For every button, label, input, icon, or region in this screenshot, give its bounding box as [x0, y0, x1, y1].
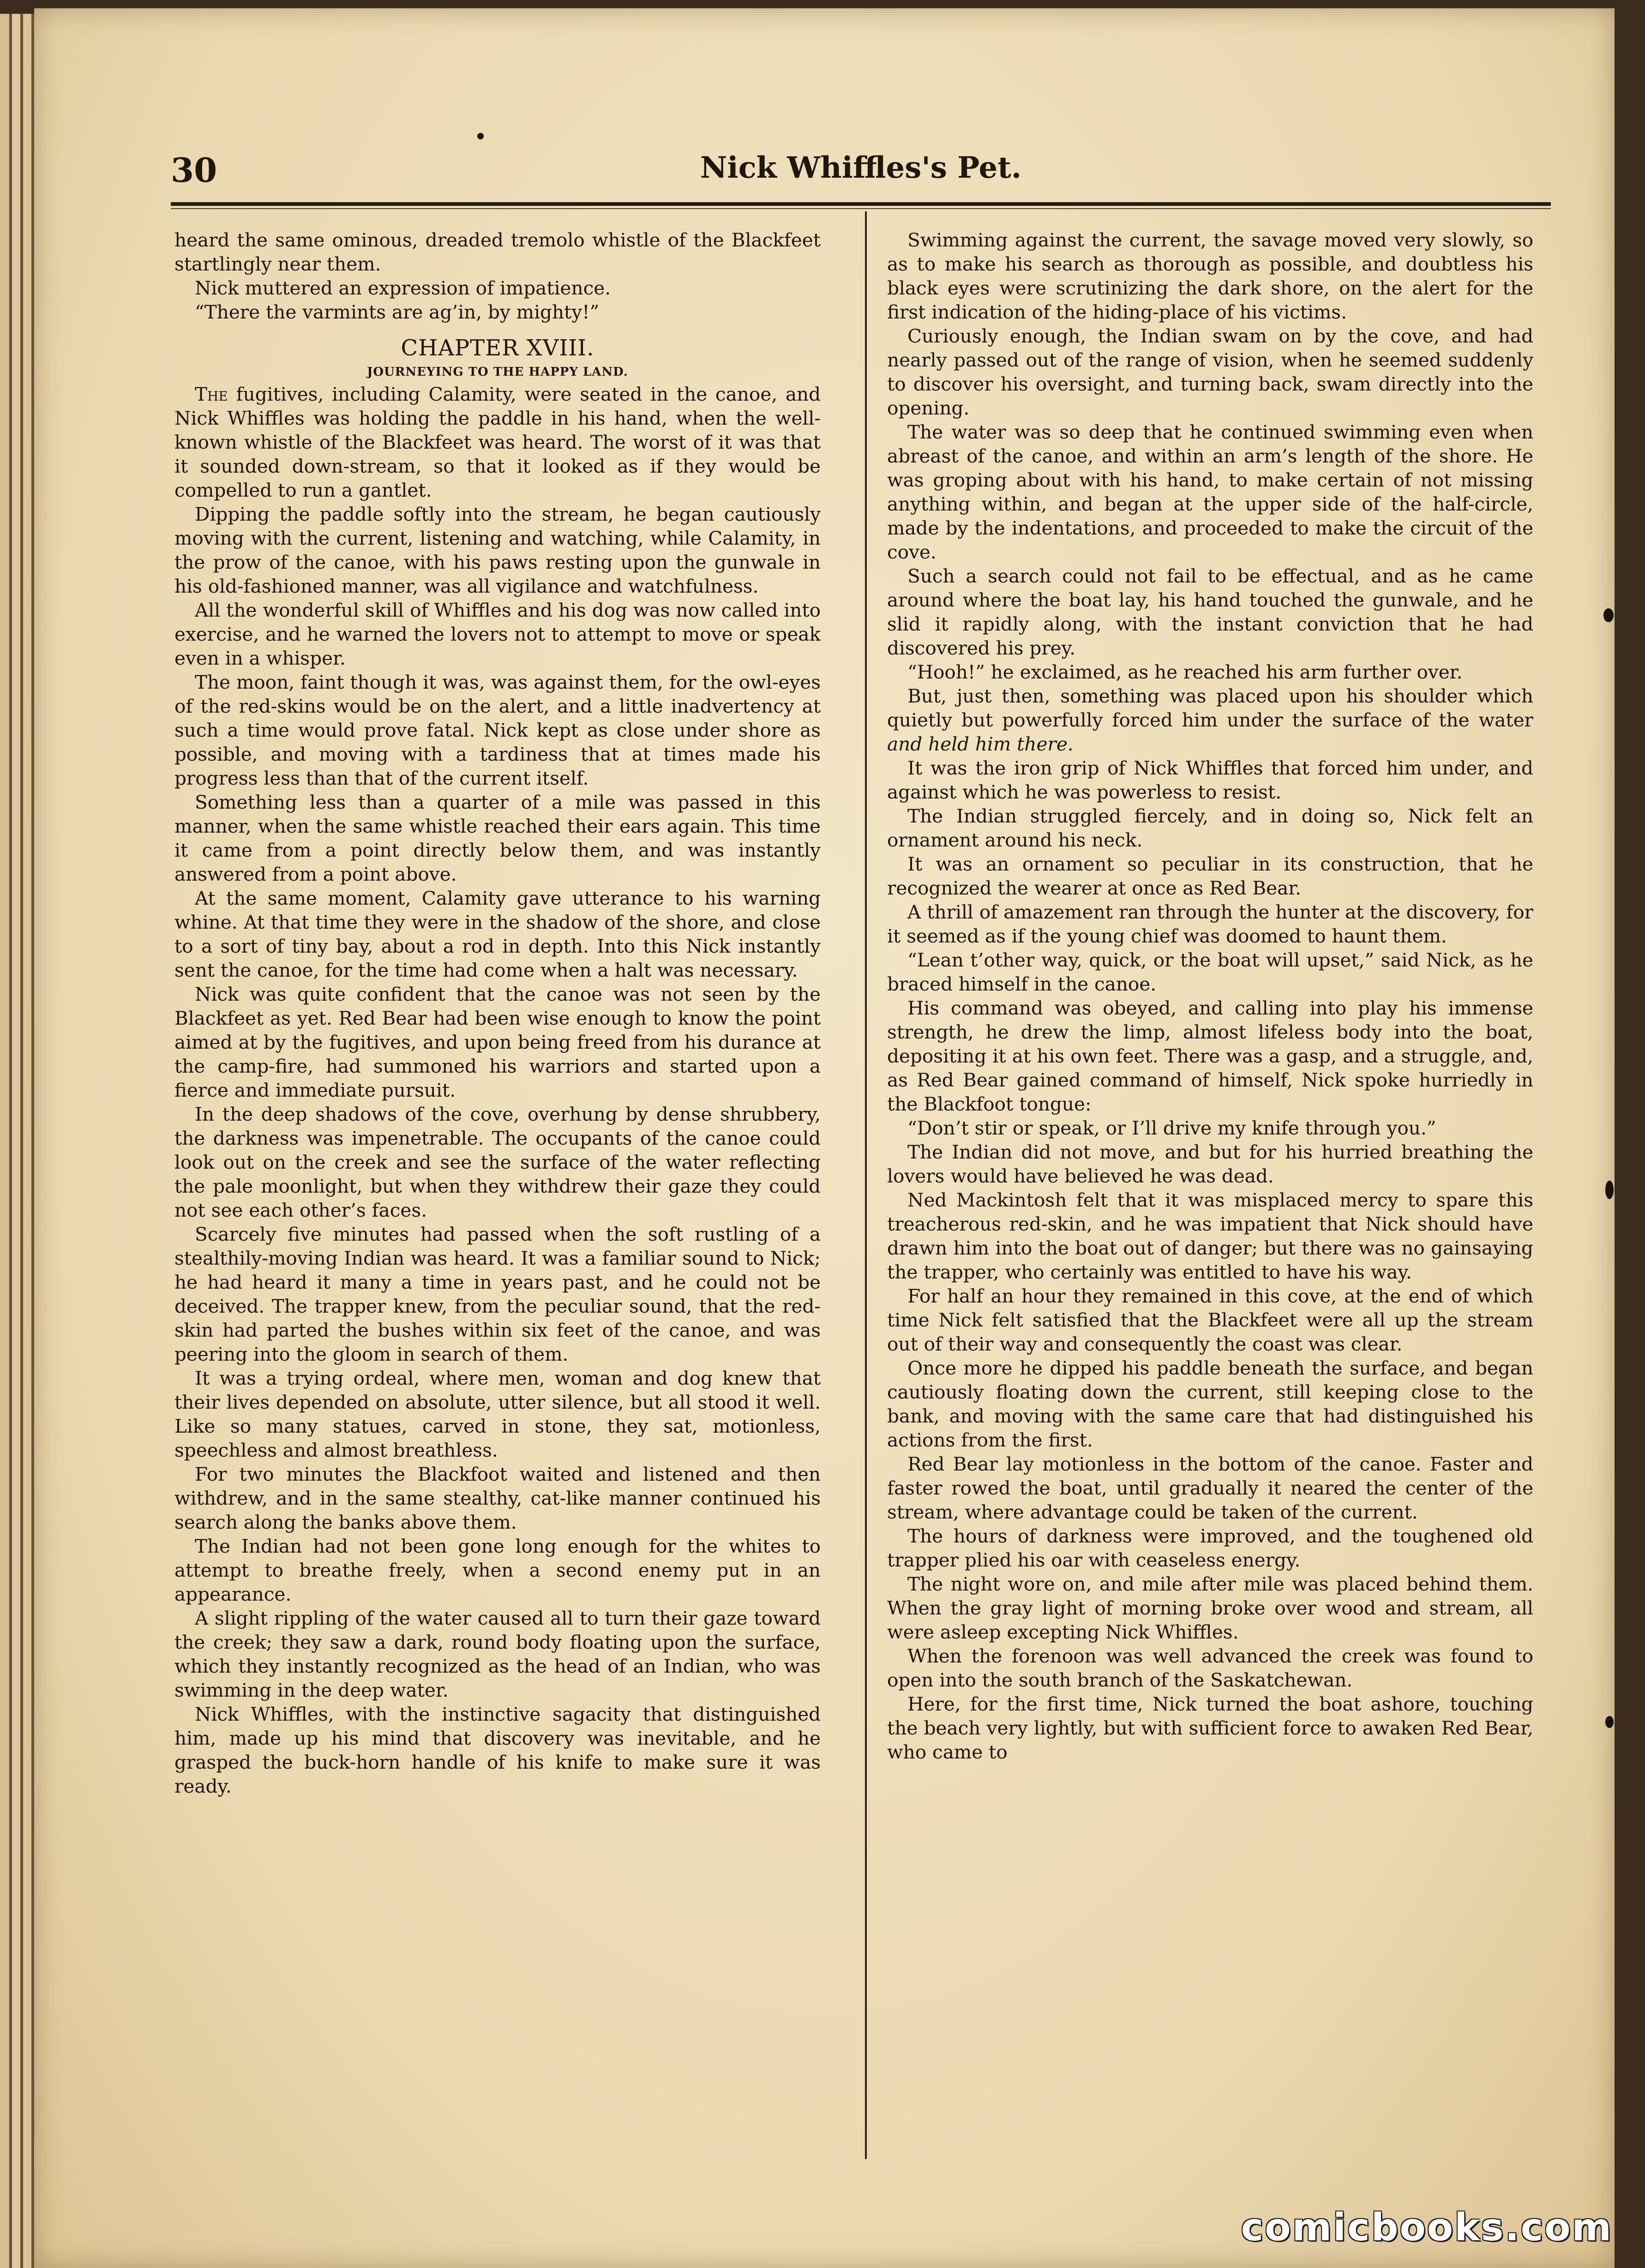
paragraph: Nick Whiffles, with the instinctive sagacity that distinguished him, made up his mind that discovery was inevitable, and he grasped the buck-horn handle of his knife to make sure it was ready. — [174, 1703, 821, 1797]
header-rule — [171, 202, 1551, 206]
paragraph: When the forenoon was well advanced the creek was found to open into the south branch of the Saskatchewan. — [887, 1645, 1533, 1691]
paragraph: The night wore on, and mile after mile was placed behind them. When the gray light of morning broke over wood and stream, all were asleep excepting Nick Whiffles. — [887, 1573, 1533, 1643]
ink-speck — [1605, 1181, 1614, 1199]
paragraph: It was the iron grip of Nick Whiffles that forced him under, and against which he was powerless to resist. — [887, 757, 1533, 803]
paragraph: The hours of darkness were improved, and the toughened old trapper plied his oar with ceaseless energy. — [887, 1525, 1533, 1571]
paragraph: At the same moment, Calamity gave utterance to his warning whine. At that time they were in the shadow of the shore, and close to a sort of tiny bay, about a rod in depth. Into this Nick instantly sent the canoe, for the time had come when a halt was necessary. — [174, 887, 821, 981]
paragraph: Ned Mackintosh felt that it was misplaced mercy to spare this treacherous red-skin, and he was impatient that Nick should have drawn him into the boat out of danger; but there was no gainsaying the trapper, who certainly was entitled to have his way. — [887, 1189, 1533, 1283]
paragraph: It was an ornament so peculiar in its construction, that he recognized the wearer at once as Red Bear. — [887, 853, 1533, 899]
paragraph: Here, for the first time, Nick turned the boat ashore, touching the beach very lightly, but with sufficient force to awaken Red Bear, who came to — [887, 1693, 1533, 1763]
italic-text: and held him there. — [887, 733, 1074, 755]
paragraph: The moon, faint though it was, was against them, for the owl-eyes of the red-skins would be on the alert, and a little inadvertency at such a time would prove fatal. Nick kept as close under shore as possible, and moving with a tardiness that at times made his progress less than that of the current itself. — [174, 671, 821, 789]
running-title: Nick Whiffles's Pet. — [700, 150, 1022, 185]
paragraph: A slight rippling of the water caused all to turn their gaze toward the creek; they saw a dark, round body floating upon the surface, which they instantly recognized as the head of an Indian, who was swimming in the deep water. — [174, 1607, 821, 1701]
paragraph: Nick muttered an expression of impatience. — [195, 277, 611, 299]
paragraph: The water was so deep that he continued swimming even when abreast of the canoe, and within an arm’s length of the shore. He was groping about with his hand, to make certain of not missing anything within, and began at the upper side of the half-circle, made by the indentations, and proceeded to make the circuit of the cove. — [887, 421, 1533, 563]
lead-word: The — [195, 383, 228, 405]
paragraph: A thrill of amazement ran through the hunter at the discovery, for it seemed as if the young chief was doomed to haunt them. — [887, 901, 1533, 947]
paragraph: heard the same ominous, dreaded tremolo whistle of the Blackfeet startlingly near them. — [174, 229, 821, 275]
column-divider — [865, 211, 867, 2159]
chapter-heading: CHAPTER XVIII. — [401, 335, 594, 361]
left-column — [174, 228, 821, 2166]
paragraph: Once more he dipped his paddle beneath the surface, and began cautiously floating down the current, still keeping close to the bank, and moving with the same care that had distinguished his actions from the first. — [887, 1357, 1533, 1451]
header-rule-thin — [171, 208, 1551, 209]
paragraph — [887, 684, 1533, 756]
right-column — [887, 228, 1533, 2166]
ink-speck — [477, 133, 484, 139]
page-header — [171, 147, 1551, 202]
paragraph: Something less than a quarter of a mile was passed in this manner, when the same whistle reached their ears again. This time it came from a point directly below them, and was instantly answered from a point above. — [174, 791, 821, 885]
paragraph: “There the varmints are ag’in, by mighty!” — [195, 301, 600, 323]
paragraph: Curiously enough, the Indian swam on by the cove, and had nearly passed out of the range of vision, when he seemed suddenly to discover his oversight, and turning back, swam directly into the opening. — [887, 325, 1533, 419]
paragraph: The Indian had not been gone long enough for the whites to attempt to breathe freely, when a second enemy put in an appearance. — [174, 1535, 821, 1605]
site-watermark: comicbooks.com — [1241, 2206, 1613, 2250]
paragraph: Nick was quite confident that the canoe was not seen by the Blackfeet as yet. Red Bear had been wise enough to know the point aimed at by the fugitives, and upon being freed from his durance at the camp-fire, had summoned his warriors and started upon a fierce and immediate pursuit. — [174, 983, 821, 1101]
paragraph-text: But, just then, something was placed upon his shoulder which quietly but powerfully forced him under the surface of the water — [887, 685, 1533, 731]
paragraph: Dipping the paddle softly into the stream, he began cautiously moving with the current, listening and watching, while Calamity, in the prow of the canoe, with his paws resting upon the gunwale in his old-fashioned manner, was all vigilance and watchfulness. — [174, 503, 821, 597]
paragraph: His command was obeyed, and calling into play his immense strength, he drew the limp, almost lifeless body into the boat, depositing it at his own feet. There was a gasp, and a struggle, and, as Red Bear gained command of himself, Nick spoke hurriedly in the Blackfoot tongue: — [887, 997, 1533, 1115]
page-edge-1 — [0, 14, 12, 2268]
paragraph: All the wonderful skill of Whiffles and his dog was now called into exercise, and he warned the lovers not to attempt to move or speak even in a whisper. — [174, 599, 821, 669]
ink-speck — [1605, 1716, 1614, 1728]
paragraph-text: fugitives, including Calamity, were seated in the canoe, and Nick Whiffles was holding the paddle in his hand, when the well-known whistle of the Blackfeet was heard. The worst of it was that it sounded down-stream, so that it looked as if they would be compelled to run a gantlet. — [174, 383, 821, 501]
paragraph: “Hooh!” he exclaimed, as he reached his arm further over. — [907, 661, 1463, 683]
paragraph: “Don’t stir or speak, or I’ll drive my knife through you.” — [907, 1117, 1436, 1139]
paragraph: In the deep shadows of the cove, overhung by dense shrubbery, the darkness was impenetrable. The occupants of the canoe could look out on the creek and see the surface of the water reflecting the pale moonlight, but when they withdrew their gaze they could not see each other’s faces. — [174, 1103, 821, 1221]
paragraph: Red Bear lay motionless in the bottom of the canoe. Faster and faster rowed the boat, until gradually it neared the center of the stream, where advantage could be taken of the current. — [887, 1453, 1533, 1523]
ink-speck — [1603, 608, 1614, 622]
paragraph: The Indian struggled fiercely, and in doing so, Nick felt an ornament around his neck. — [887, 805, 1533, 851]
paragraph: It was a trying ordeal, where men, woman and dog knew that their lives depended on absolute, utter silence, but all stood it well. Like so many statues, carved in stone, they sat, motionless, speechless and almost breathless. — [174, 1367, 821, 1461]
page-edge-3 — [23, 14, 34, 2268]
paragraph: Swimming against the current, the savage moved very slowly, so as to make his search as thorough as possible, and doubtless his black eyes were scrutinizing the dark shore, on the alert for the first indication of the hiding-place of his victims. — [887, 229, 1533, 323]
magazine-page — [34, 8, 1615, 2268]
paragraph: “Lean t’other way, quick, or the boat will upset,” said Nick, as he braced himself in the canoe. — [887, 949, 1533, 995]
paragraph: The Indian did not move, and but for his hurried breathing the lovers would have believed he was dead. — [887, 1141, 1533, 1187]
paragraph: For half an hour they remained in this cove, at the end of which time Nick felt satisfied that the Blackfeet were all up the stream out of their way and consequently the coast was clear. — [887, 1285, 1533, 1355]
chapter-subtitle: JOURNEYING TO THE HAPPY LAND. — [367, 365, 628, 379]
paragraph — [174, 382, 821, 502]
page-number: 30 — [171, 150, 217, 190]
paragraph: Scarcely five minutes had passed when the soft rustling of a stealthily-moving Indian was heard. It was a familiar sound to Nick; he had heard it many a time in years past, and he could not be deceived. The trapper knew, from the peculiar sound, that the red-skin had parted the bushes within six feet of the canoe, and was peering into the gloom in search of them. — [174, 1223, 821, 1365]
page-edge-2 — [12, 14, 23, 2268]
paragraph: For two minutes the Blackfoot waited and listened and then withdrew, and in the same stealthy, cat-like manner continued his search along the banks above them. — [174, 1463, 821, 1533]
paragraph: Such a search could not fail to be effectual, and as he came around where the boat lay, his hand touched the gunwale, and he slid it rapidly along, with the instant conviction that he had discovered his prey. — [887, 565, 1533, 659]
